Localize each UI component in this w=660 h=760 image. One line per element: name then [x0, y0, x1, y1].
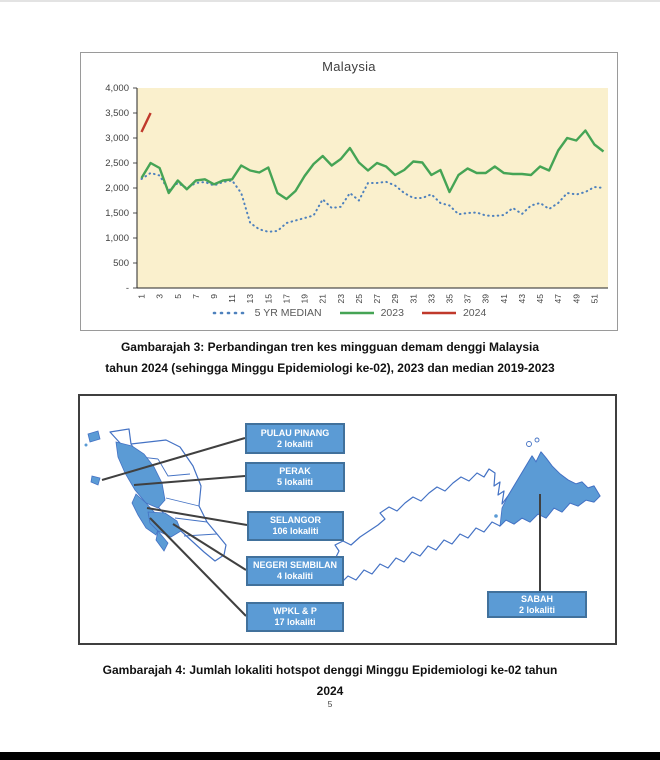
y-tick-label: 2,000 — [105, 183, 129, 194]
x-tick-label: 41 — [498, 294, 509, 304]
chart-title: Malaysia — [322, 59, 376, 74]
x-tick-label: 45 — [535, 294, 546, 304]
y-tick-label: 3,500 — [105, 108, 129, 119]
figure-3-caption-line1: Gambarajah 3: Perbandingan tren kes mingguan demam denggi Malaysia — [120, 340, 540, 354]
state-name: SABAH — [520, 593, 553, 604]
plot-area — [137, 88, 608, 288]
chart-legend — [81, 307, 617, 319]
legend-label: 2024 — [462, 307, 487, 319]
y-tick-label: 500 — [113, 258, 129, 269]
x-tick-label: 3 — [154, 294, 165, 299]
legend-item-2023 — [338, 307, 404, 319]
x-tick-label: 31 — [408, 294, 419, 304]
x-tick-label: 39 — [480, 294, 491, 304]
dengue-trend-chart — [81, 53, 619, 332]
legend-item-5-yr-median — [212, 307, 322, 319]
x-tick-label: 1 — [136, 294, 147, 299]
legend-label: 2023 — [380, 307, 404, 319]
state-count: 5 lokaliti — [276, 477, 313, 487]
map-label-pulau-pinang — [245, 423, 345, 454]
state-fill-langkawi — [88, 431, 100, 442]
y-tick-label: - — [125, 283, 129, 294]
figure-4-map-panel — [78, 394, 617, 645]
y-tick-label: 3,000 — [105, 133, 129, 144]
state-name: WPKL & P — [273, 606, 317, 616]
legend-swatch — [338, 307, 376, 319]
y-tick-label: 1,500 — [105, 208, 129, 219]
figure-3-caption — [40, 337, 620, 379]
islet-dot — [85, 444, 88, 447]
legend-swatch — [212, 307, 250, 319]
state-name: PERAK — [279, 466, 311, 476]
map-label-selangor — [247, 511, 344, 541]
page-top-rule — [0, 0, 660, 2]
x-tick-label: 15 — [263, 294, 274, 304]
legend-label: 5 YR MEDIAN — [254, 307, 322, 319]
state-name: PULAU PINANG — [260, 427, 330, 438]
map-label-perak — [245, 462, 345, 492]
state-fill-sabah — [500, 452, 600, 526]
state-name: SELANGOR — [269, 515, 321, 525]
page-bottom-bar — [0, 752, 660, 760]
x-tick-label: 47 — [553, 294, 564, 304]
x-tick-label: 29 — [390, 294, 401, 304]
x-tick-label: 5 — [172, 294, 183, 299]
state-count: 106 lokaliti — [272, 526, 319, 536]
x-tick-label: 43 — [516, 294, 527, 304]
figure-3-chart-panel — [80, 52, 618, 331]
x-tick-label: 11 — [227, 294, 238, 303]
figure-4-caption-line1: Gambarajah 4: Jumlah lokaliti hotspot denggi Minggu Epidemiologi ke-02 tahun — [102, 663, 558, 677]
x-tick-label: 51 — [589, 294, 600, 304]
state-fill-pulau-pinang — [91, 476, 100, 485]
state-name: NEGERI SEMBILAN — [252, 560, 337, 570]
x-tick-label: 13 — [245, 294, 256, 304]
x-tick-label: 33 — [426, 294, 437, 304]
x-tick-label: 25 — [353, 294, 364, 304]
x-tick-label: 9 — [208, 294, 219, 299]
map-label-sabah — [487, 591, 587, 618]
x-tick-label: 7 — [190, 294, 201, 299]
x-tick-label: 35 — [444, 294, 455, 304]
map-label-wpkl — [246, 602, 344, 632]
map-label-negeri-sembilan — [246, 556, 344, 586]
y-tick-label: 4,000 — [105, 83, 129, 94]
labuan-dot — [494, 514, 498, 518]
x-tick-label: 37 — [462, 294, 473, 304]
x-tick-label: 17 — [281, 294, 292, 304]
legend-swatch — [420, 307, 458, 319]
figure-3-caption-line2: tahun 2024 (sehingga Minggu Epidemiologi ke-02), 2023 dan median 2019-2023 — [105, 361, 555, 375]
y-tick-label: 1,000 — [105, 233, 129, 244]
state-count: 17 lokaliti — [274, 617, 316, 627]
page-number: 5 — [327, 699, 333, 709]
x-tick-label: 27 — [372, 294, 383, 304]
state-count: 2 lokaliti — [276, 438, 313, 449]
legend-item-2024 — [420, 307, 486, 319]
y-tick-label: 2,500 — [105, 158, 129, 169]
state-count: 4 lokaliti — [276, 571, 313, 581]
state-count: 2 lokaliti — [518, 604, 555, 615]
figure-4-caption-line2: 2024 — [316, 684, 344, 698]
figure-4-caption — [40, 660, 620, 702]
x-tick-label: 21 — [317, 294, 328, 304]
x-tick-label: 49 — [571, 294, 582, 304]
sabah-island — [527, 442, 532, 447]
x-tick-label: 23 — [335, 294, 346, 304]
sabah-island-2 — [535, 438, 539, 442]
x-tick-label: 19 — [299, 294, 310, 304]
